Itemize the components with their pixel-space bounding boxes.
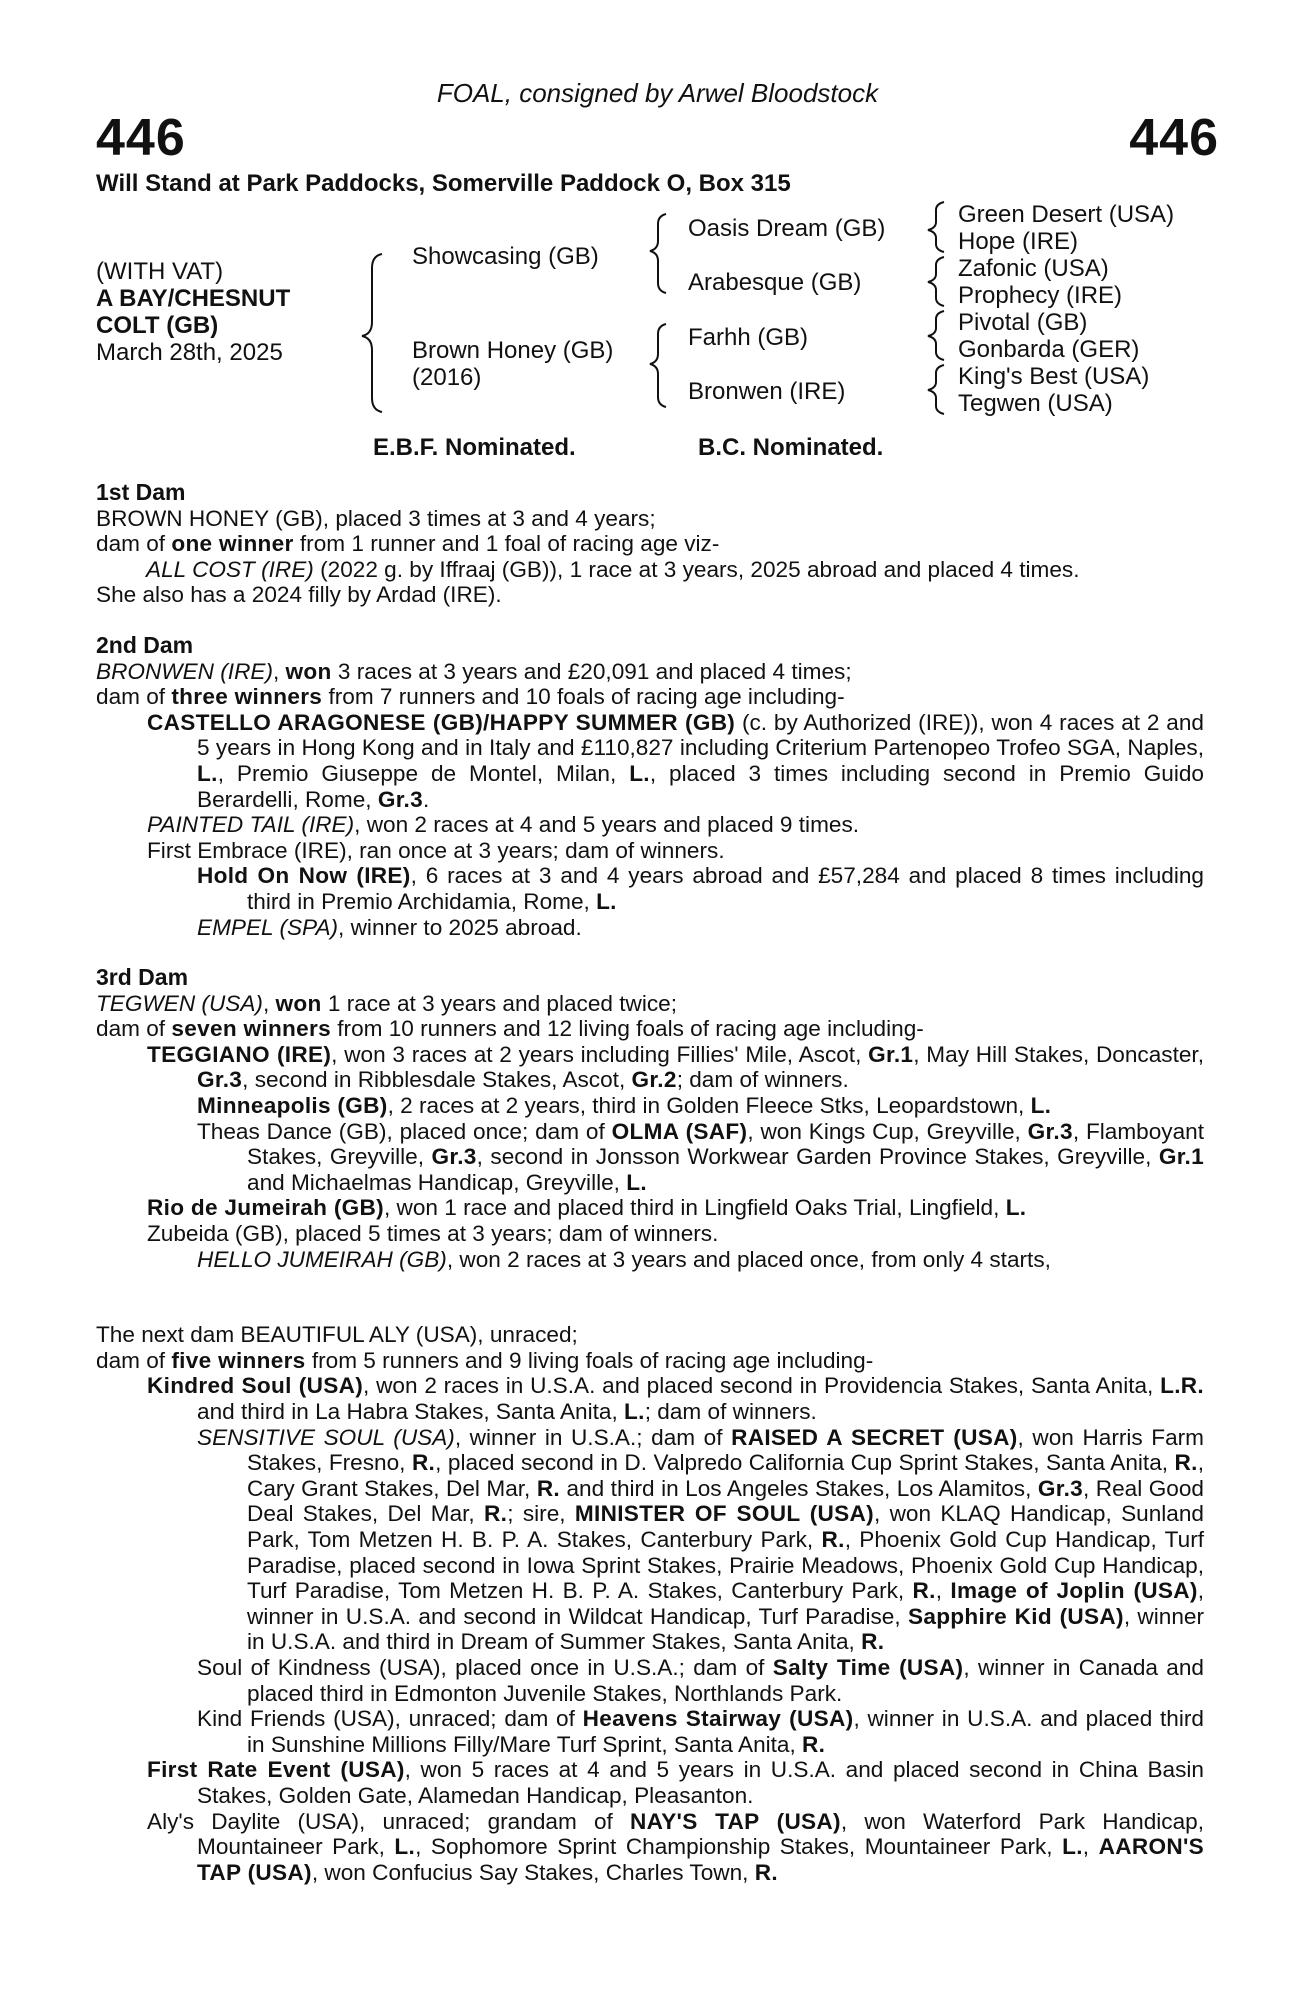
entry-first-embrace: First Embrace (IRE), ran once at 3 years; dam of winners.	[147, 837, 725, 863]
third-dam-heading: 3rd Dam	[96, 964, 189, 991]
sire-dam: Arabesque (GB)	[688, 269, 862, 296]
consignment-line: FOAL, consigned by Arwel Bloodstock	[436, 78, 879, 108]
entry-alys-daylite: Aly's Daylite (USA), unraced; grandam of NAY'S TAP (USA), won Waterford Park Handicap, Mountaineer Park, L., Sophomore Sprint Championship Stakes, Mountaineer Park, L., AARON'S TAP (USA), won Confucius Say Stakes, Charles Town, R.	[147, 1808, 1205, 1885]
entry-first-rate-event: First Rate Event (USA), won 5 races at 4 and 5 years in U.S.A. and placed second in China Basin Stakes, Golden Gate, Alamedan Handicap, Pleasanton.	[147, 1757, 1204, 1808]
entry-rio-de-jumeirah: Rio de Jumeirah (GB), won 1 race and placed third in Lingfield Oaks Trial, Lingfield, L.	[147, 1195, 1027, 1221]
brace-arabesque	[928, 257, 944, 306]
sire-sire: Oasis Dream (GB)	[688, 215, 886, 242]
entry-hold-on-now: Hold On Now (IRE), 6 races at 3 and 4 years abroad and £57,284 and placed 8 times including third in Premio Archidamia, Rome, L.	[197, 863, 1204, 914]
entry-hello-jumeirah: HELLO JUMEIRAH (GB), won 2 races at 3 years and placed once, from only 4 starts,	[197, 1246, 1051, 1272]
entry-teggiano: TEGGIANO (IRE), won 3 races at 2 years including Fillies' Mile, Ascot, Gr.1, May Hill Stakes, Doncaster, Gr.3, second in Ribblesdale Stakes, Ascot, Gr.2; dam of winners.	[147, 1041, 1204, 1093]
grandsire-3: Zafonic (USA)	[958, 255, 1109, 282]
grandsire-7: King's Best (USA)	[958, 363, 1150, 390]
brace-sire	[650, 214, 666, 293]
first-dam-line: BROWN HONEY (GB), placed 3 times at 3 and 4 years;	[96, 505, 656, 531]
third-dam-produce: dam of seven winners from 10 runners and 12 living foals of racing age including-	[96, 1016, 924, 1042]
first-dam-foal: ALL COST (IRE) (2022 g. by Iffraaj (GB)), 1 race at 3 years, 2025 abroad and placed 4 times.	[146, 556, 1080, 582]
dam-sire: Farhh (GB)	[688, 324, 809, 351]
grandsire-6: Gonbarda (GER)	[958, 336, 1140, 363]
next-dam-produce: dam of five winners from 5 runners and 9 living foals of racing age including-	[96, 1347, 874, 1373]
entry-empel: EMPEL (SPA), winner to 2025 abroad.	[197, 914, 582, 940]
entry-zubeida: Zubeida (GB), placed 5 times at 3 years; dam of winners.	[147, 1221, 719, 1247]
first-dam-note: She also has a 2024 filly by Ardad (IRE).	[96, 582, 502, 608]
entry-theas-dance: Theas Dance (GB), placed once; dam of OLMA (SAF), won Kings Cup, Greyville, Gr.3, Flamboyant Stakes, Greyville, Gr.3, second in Jonsson Workwear Garden Province Stakes, Greyville, Gr.1 and Michaelmas Handicap, Greyville, L.	[197, 1118, 1205, 1195]
pedigree-braces	[0, 0, 1315, 460]
grandsire-2: Hope (IRE)	[958, 228, 1079, 255]
brace-farhh	[928, 311, 944, 360]
next-dam-line: The next dam BEAUTIFUL ALY (USA), unraced;	[96, 1322, 578, 1348]
foaled-date: March 28th, 2025	[96, 339, 283, 366]
entry-kind-friends: Kind Friends (USA), unraced; dam of Heavens Stairway (USA), winner in U.S.A. and placed third in Sunshine Millions Filly/Mare Turf Sprint, Santa Anita, R.	[197, 1706, 1204, 1757]
sire-name: Showcasing (GB)	[412, 243, 599, 270]
entry-soul-of-kindness: Soul of Kindness (USA), placed once in U.S.A.; dam of Salty Time (USA), winner in Canada and placed third in Edmonton Juvenile Stakes, Northlands Park.	[197, 1654, 1204, 1706]
dam-dam: Bronwen (IRE)	[688, 378, 846, 405]
third-dam-line: TEGWEN (USA), won 1 race at 3 years and placed twice;	[96, 990, 678, 1016]
vat-label: (WITH VAT)	[96, 258, 224, 285]
second-dam-produce: dam of three winners from 7 runners and 10 foals of racing age including-	[96, 684, 845, 710]
bc-nomination: B.C. Nominated.	[698, 434, 884, 461]
second-dam-heading: 2nd Dam	[96, 631, 194, 658]
entry-minneapolis: Minneapolis (GB), 2 races at 2 years, third in Golden Fleece Stks, Leopardstown, L.	[197, 1093, 1052, 1119]
entry-castello: CASTELLO ARAGONESE (GB)/HAPPY SUMMER (GB) (c. by Authorized (IRE)), won 4 races at 2 and 5 years in Hong Kong and in Italy and £110,827 including Criterium Partenopeo Trofeo SGA, Naples, L., Premio Giuseppe de Montel, Milan, L., placed 3 times including second in Premio Guido Berardelli, Rome, Gr.3.	[147, 709, 1205, 812]
lot-number-left: 446	[96, 109, 186, 167]
first-dam-heading: 1st Dam	[96, 479, 186, 505]
dam-name: Brown Honey (GB)	[412, 337, 614, 364]
brace-main	[362, 254, 382, 412]
second-dam-line: BRONWEN (IRE), won 3 races at 3 years and £20,091 and placed 4 times;	[96, 658, 852, 684]
foal-sex: COLT (GB)	[96, 312, 219, 339]
grandsire-5: Pivotal (GB)	[958, 309, 1088, 336]
catalogue-body	[96, 480, 1204, 1885]
foal-colour: A BAY/CHESNUT	[96, 285, 291, 312]
grandsire-4: Prophecy (IRE)	[958, 282, 1123, 309]
brace-oasis	[928, 202, 944, 252]
brace-dam	[650, 324, 666, 407]
stand-location: Will Stand at Park Paddocks, Somerville Paddock O, Box 315	[96, 170, 791, 197]
entry-painted-tail: PAINTED TAIL (IRE), won 2 races at 4 and 5 years and placed 9 times.	[147, 812, 860, 838]
grandsire-8: Tegwen (USA)	[958, 390, 1113, 417]
brace-bronwen	[928, 365, 944, 414]
grandsire-1: Green Desert (USA)	[958, 201, 1175, 228]
ebf-nomination: E.B.F. Nominated.	[373, 434, 576, 461]
lot-number-right: 446	[1129, 109, 1219, 167]
entry-sensitive-soul: SENSITIVE SOUL (USA), winner in U.S.A.; dam of RAISED A SECRET (USA), won Harris Farm Stakes, Fresno, R., placed second in D. Valpredo California Cup Sprint Stakes, Santa Anita, R., Cary Grant Stakes, Del Mar, R. and third in Los Angeles Stakes, Los Alamitos, Gr.3, Real Good Deal Stakes, Del Mar, R.; sire, MINISTER OF SOUL (USA), won KLAQ Handicap, Sunland Park, Tom Metzen H. B. P. A. Stakes, Canterbury Park, R., Phoenix Gold Cup Handicap, Turf Paradise, placed second in Iowa Sprint Stakes, Prairie Meadows, Phoenix Gold Cup Handicap, Turf Paradise, Tom Metzen H. B. P. A. Stakes, Canterbury Park, R., Image of Joplin (USA), winner in U.S.A. and second in Wildcat Handicap, Turf Paradise, Sapphire Kid (USA), winner in U.S.A. and third in Dream of Summer Stakes, Santa Anita, R.	[197, 1424, 1205, 1655]
entry-kindred-soul: Kindred Soul (USA), won 2 races in U.S.A. and placed second in Providencia Stakes, Santa Anita, L.R. and third in La Habra Stakes, Santa Anita, L.; dam of winners.	[147, 1373, 1204, 1424]
first-dam-produce: dam of one winner from 1 runner and 1 foal of racing age viz-	[96, 531, 720, 557]
dam-year: (2016)	[412, 364, 482, 391]
